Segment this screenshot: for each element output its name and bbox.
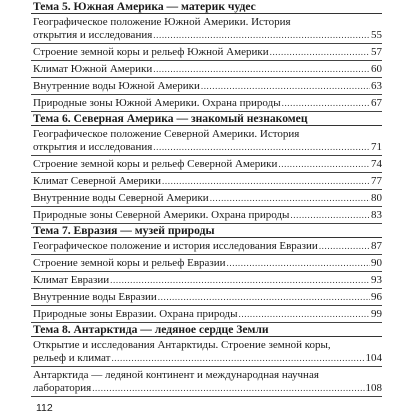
toc-entry-line: [33, 369, 382, 382]
dot-leader: [278, 158, 370, 171]
toc-entry-line: [33, 16, 382, 29]
toc-entry-text: Строение земной коры и рельеф Евразии: [33, 257, 226, 269]
topic-title: Тема 7. Евразия — музей природы: [33, 224, 215, 237]
toc-entry[interactable]: [31, 238, 382, 255]
toc-entry[interactable]: [31, 207, 382, 224]
toc-entry-text: Климат Южной Америки: [33, 63, 153, 75]
toc-entry[interactable]: [31, 95, 382, 112]
topic-section: [31, 112, 382, 224]
toc-entry-text: Климат Северной Америки: [33, 175, 162, 187]
toc-entry-line: [33, 257, 382, 270]
toc-entry-line: [33, 291, 382, 304]
toc-entry-text: Географическое положение Северной Америки. История: [33, 128, 300, 140]
toc-entry-text: рельеф и климат: [33, 352, 111, 364]
toc-entry-line: [33, 339, 382, 352]
toc-entry-text: Географическое положение Южной Америки. История: [33, 16, 291, 28]
toc-page-number: 55: [371, 29, 382, 41]
toc-page-number: 90: [371, 257, 382, 269]
toc-entry-text: Антарктида — ледяной континент и международная научная: [33, 369, 319, 381]
toc-page-number: 99: [371, 308, 382, 320]
toc-entry-line: [33, 63, 382, 76]
toc-entry-text: Внутренние воды Евразии: [33, 291, 157, 303]
dot-leader: [210, 192, 370, 205]
toc-entry-text: Природные зоны Евразии. Охрана природы: [33, 308, 238, 320]
toc-page-number: 63: [371, 80, 382, 92]
toc-page-number: 93: [371, 274, 382, 286]
topic-title: Тема 5. Южная Америка — материк чудес: [33, 0, 256, 13]
toc-page-number: 67: [371, 97, 382, 109]
topic-title: Тема 8. Антарктида — ледяное сердце Земли: [33, 323, 269, 336]
toc-page-number: 57: [371, 46, 382, 58]
toc-entry-line: [33, 382, 382, 395]
toc-entry[interactable]: [31, 78, 382, 95]
toc-entry-line: [33, 274, 382, 287]
toc-entry-text: Внутренние воды Южной Америки: [33, 80, 200, 92]
page-number: 112: [36, 402, 53, 414]
toc-page-number: 104: [365, 352, 382, 364]
dot-leader: [92, 382, 364, 395]
toc-entry-line: [33, 352, 382, 365]
toc-entry[interactable]: [31, 44, 382, 61]
toc-entry-line: [33, 192, 382, 205]
topic-title: Тема 6. Северная Америка — знакомый незнакомец: [33, 112, 308, 125]
toc-page-number: 96: [371, 291, 382, 303]
dot-leader: [319, 240, 370, 253]
toc-page-number: 74: [371, 158, 382, 170]
dot-leader: [153, 141, 370, 154]
toc-entry-line: [33, 128, 382, 141]
dot-leader: [290, 209, 370, 222]
toc-entry[interactable]: [31, 306, 382, 323]
toc-entry-text: открытия и исследования: [33, 141, 153, 153]
toc-entry-line: [33, 240, 382, 253]
toc-entry-line: [33, 80, 382, 93]
dot-leader: [201, 80, 370, 93]
toc-entry-text: открытия и исследования: [33, 29, 153, 41]
toc-entry-text: Природные зоны Южной Америки. Охрана природы: [33, 97, 281, 109]
toc-page-number: 80: [371, 192, 382, 204]
toc-entry-text: Строение земной коры и рельеф Северной Америки: [33, 158, 278, 170]
toc-entry-line: [33, 29, 382, 42]
toc-entry[interactable]: [31, 156, 382, 173]
toc-entry[interactable]: [31, 126, 382, 156]
toc-entry-line: [33, 46, 382, 59]
toc-entry-line: [33, 158, 382, 171]
dot-leader: [239, 308, 370, 321]
topic-section: [31, 0, 382, 112]
dot-leader: [153, 63, 370, 76]
table-of-contents: [31, 0, 382, 397]
toc-entry-text: Географическое положение и история исследования Евразии: [33, 240, 318, 252]
toc-entry-text: Внутренние воды Северной Америки: [33, 192, 209, 204]
toc-entry-line: [33, 308, 382, 321]
toc-entry[interactable]: [31, 337, 382, 367]
toc-entry[interactable]: [31, 272, 382, 289]
dot-leader: [110, 274, 370, 287]
dot-leader: [153, 29, 370, 42]
toc-entry[interactable]: [31, 14, 382, 44]
toc-entry[interactable]: [31, 61, 382, 78]
toc-page-number: 71: [371, 141, 382, 153]
dot-leader: [227, 257, 370, 270]
dot-leader: [282, 97, 370, 110]
toc-entry[interactable]: [31, 190, 382, 207]
toc-entry-line: [33, 209, 382, 222]
dot-leader: [111, 352, 364, 365]
toc-page-number: 60: [371, 63, 382, 75]
toc-entry-text: лаборатория: [33, 382, 92, 394]
dot-leader: [270, 46, 370, 59]
toc-page-number: 77: [371, 175, 382, 187]
toc-page-number: 108: [365, 382, 382, 394]
toc-entry[interactable]: [31, 367, 382, 397]
toc-entry-text: Открытие и исследования Антарктиды. Строение земной коры,: [33, 339, 331, 351]
toc-entry-text: Строение земной коры и рельеф Южной Америки: [33, 46, 269, 58]
toc-entry[interactable]: [31, 255, 382, 272]
toc-entry[interactable]: [31, 289, 382, 306]
toc-page-number: 87: [371, 240, 382, 252]
toc-entry-line: [33, 141, 382, 154]
topic-section: [31, 224, 382, 323]
toc-entry-text: Климат Евразии: [33, 274, 110, 286]
toc-entry[interactable]: [31, 173, 382, 190]
toc-entry-text: Природные зоны Северной Америки. Охрана природы: [33, 209, 290, 221]
toc-entry-line: [33, 97, 382, 110]
toc-page-number: 83: [371, 209, 382, 221]
toc-entry-line: [33, 175, 382, 188]
topic-section: [31, 323, 382, 397]
dot-leader: [162, 175, 370, 188]
dot-leader: [158, 291, 370, 304]
